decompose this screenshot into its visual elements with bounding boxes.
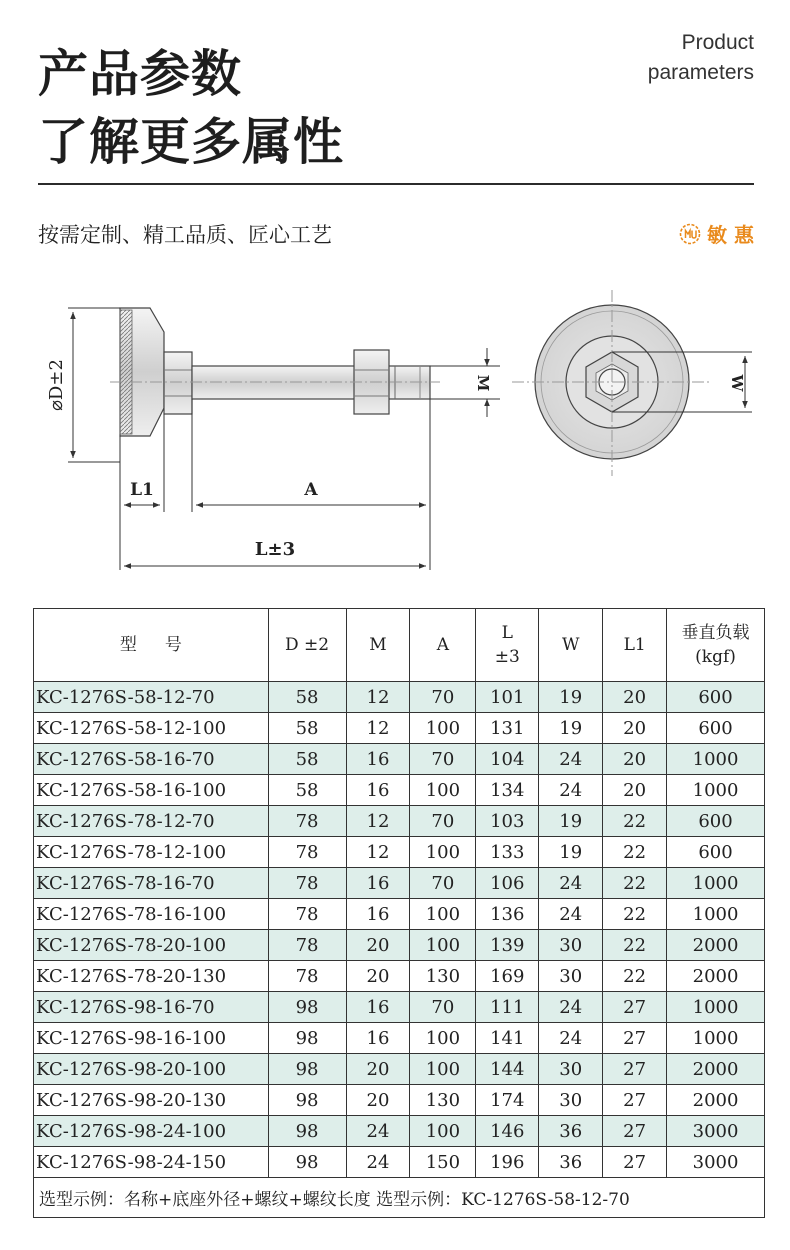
cell-a: 100 — [410, 1023, 476, 1054]
cell-d: 98 — [268, 992, 346, 1023]
slogan: 按需定制、精工品质、匠心工艺 — [38, 223, 332, 247]
label-length: L±3 — [254, 539, 296, 560]
label-l1: L1 — [130, 480, 154, 500]
cell-l1: 27 — [603, 1116, 667, 1147]
cell-model: KC-1276S-58-16-70 — [34, 744, 269, 775]
table-row — [34, 868, 765, 899]
brand — [679, 219, 754, 248]
cell-d: 58 — [268, 775, 346, 806]
cell-d: 98 — [268, 1023, 346, 1054]
cell-load: 2000 — [667, 961, 765, 992]
cell-l1: 27 — [603, 992, 667, 1023]
cell-l1: 27 — [603, 1085, 667, 1116]
table-row — [34, 806, 765, 837]
cell-a: 100 — [410, 713, 476, 744]
label-w: W — [728, 374, 746, 392]
english-title-line1: Product — [681, 31, 754, 54]
page-subtitle: 了解更多属性 — [38, 113, 344, 171]
cell-w: 30 — [539, 930, 603, 961]
cell-l1: 22 — [603, 961, 667, 992]
cell-w: 24 — [539, 744, 603, 775]
label-diameter: ⌀D±2 — [46, 359, 67, 411]
top-view — [512, 290, 712, 476]
cell-load: 1000 — [667, 868, 765, 899]
cell-model: KC-1276S-98-20-100 — [34, 1054, 269, 1085]
cell-model: KC-1276S-78-12-100 — [34, 837, 269, 868]
table-row — [34, 899, 765, 930]
cell-d: 58 — [268, 744, 346, 775]
cell-model: KC-1276S-58-16-100 — [34, 775, 269, 806]
cell-m: 16 — [346, 992, 410, 1023]
label-a: A — [304, 480, 318, 500]
cell-a: 100 — [410, 775, 476, 806]
cell-a: 70 — [410, 682, 476, 713]
cell-w: 19 — [539, 837, 603, 868]
cell-l: 134 — [476, 775, 539, 806]
cell-l: 133 — [476, 837, 539, 868]
table-row — [34, 1116, 765, 1147]
cell-a: 100 — [410, 930, 476, 961]
cell-model: KC-1276S-98-16-70 — [34, 992, 269, 1023]
header-a: A — [410, 609, 476, 682]
side-view — [110, 308, 440, 436]
cell-m: 20 — [346, 1085, 410, 1116]
cell-l: 131 — [476, 713, 539, 744]
cell-load: 3000 — [667, 1147, 765, 1178]
cell-load: 3000 — [667, 1116, 765, 1147]
cell-l: 104 — [476, 744, 539, 775]
cell-l1: 22 — [603, 930, 667, 961]
table-row — [34, 930, 765, 961]
cell-m: 12 — [346, 806, 410, 837]
cell-l: 106 — [476, 868, 539, 899]
cell-l1: 22 — [603, 868, 667, 899]
header-l: L ±3 — [476, 609, 539, 682]
table-row — [34, 1023, 765, 1054]
technical-drawing — [0, 280, 790, 580]
table-row — [34, 992, 765, 1023]
header-model: 型 号 — [34, 609, 269, 682]
table-row — [34, 713, 765, 744]
cell-a: 130 — [410, 961, 476, 992]
table-footer-row — [34, 1178, 765, 1218]
cell-load: 1000 — [667, 899, 765, 930]
cell-l: 101 — [476, 682, 539, 713]
header-divider — [38, 183, 754, 185]
cell-d: 78 — [268, 837, 346, 868]
spec-table — [33, 608, 765, 1218]
cell-a: 130 — [410, 1085, 476, 1116]
cell-load: 600 — [667, 837, 765, 868]
cell-model: KC-1276S-78-20-100 — [34, 930, 269, 961]
cell-load: 600 — [667, 806, 765, 837]
cell-a: 100 — [410, 1054, 476, 1085]
cell-d: 78 — [268, 930, 346, 961]
cell-load: 1000 — [667, 1023, 765, 1054]
cell-l1: 27 — [603, 1054, 667, 1085]
cell-d: 78 — [268, 868, 346, 899]
brand-name: 敏 惠 — [707, 223, 754, 247]
table-body — [34, 682, 765, 1178]
cell-model: KC-1276S-78-16-100 — [34, 899, 269, 930]
cell-w: 24 — [539, 1023, 603, 1054]
cell-m: 16 — [346, 775, 410, 806]
cell-m: 16 — [346, 744, 410, 775]
cell-l: 103 — [476, 806, 539, 837]
cell-a: 150 — [410, 1147, 476, 1178]
cell-d: 58 — [268, 682, 346, 713]
cell-w: 24 — [539, 868, 603, 899]
cell-load: 2000 — [667, 1085, 765, 1116]
cell-l1: 22 — [603, 806, 667, 837]
cell-w: 19 — [539, 682, 603, 713]
cell-w: 24 — [539, 899, 603, 930]
cell-w: 30 — [539, 1085, 603, 1116]
cell-m: 16 — [346, 868, 410, 899]
cell-m: 20 — [346, 961, 410, 992]
cell-load: 2000 — [667, 930, 765, 961]
cell-w: 36 — [539, 1116, 603, 1147]
cell-model: KC-1276S-98-24-100 — [34, 1116, 269, 1147]
cell-a: 70 — [410, 868, 476, 899]
cell-w: 36 — [539, 1147, 603, 1178]
cell-l: 169 — [476, 961, 539, 992]
cell-model: KC-1276S-78-16-70 — [34, 868, 269, 899]
cell-l: 196 — [476, 1147, 539, 1178]
cell-model: KC-1276S-78-20-130 — [34, 961, 269, 992]
brand-logo-icon — [679, 223, 701, 245]
table-row — [34, 682, 765, 713]
cell-a: 70 — [410, 992, 476, 1023]
label-m: M — [474, 374, 492, 392]
cell-w: 19 — [539, 806, 603, 837]
cell-l1: 20 — [603, 713, 667, 744]
cell-m: 24 — [346, 1116, 410, 1147]
cell-m: 24 — [346, 1147, 410, 1178]
cell-d: 78 — [268, 806, 346, 837]
table-row — [34, 961, 765, 992]
cell-l1: 22 — [603, 899, 667, 930]
cell-l1: 20 — [603, 775, 667, 806]
selection-example: 选型示例：名称+底座外径+螺纹+螺纹长度 选型示例：KC-1276S-58-12-70 — [34, 1178, 765, 1218]
cell-model: KC-1276S-98-16-100 — [34, 1023, 269, 1054]
cell-a: 70 — [410, 806, 476, 837]
cell-model: KC-1276S-98-20-130 — [34, 1085, 269, 1116]
page-title: 产品参数 — [38, 45, 242, 103]
english-title-line2: parameters — [647, 61, 754, 84]
cell-l: 141 — [476, 1023, 539, 1054]
cell-m: 20 — [346, 1054, 410, 1085]
header-d: D ±2 — [268, 609, 346, 682]
table-row — [34, 775, 765, 806]
cell-d: 98 — [268, 1147, 346, 1178]
cell-m: 20 — [346, 930, 410, 961]
cell-l1: 20 — [603, 682, 667, 713]
cell-l1: 27 — [603, 1147, 667, 1178]
cell-w: 24 — [539, 992, 603, 1023]
cell-d: 58 — [268, 713, 346, 744]
cell-m: 12 — [346, 837, 410, 868]
cell-a: 70 — [410, 744, 476, 775]
header-load: 垂直负载 (kgf) — [667, 609, 765, 682]
cell-d: 98 — [268, 1116, 346, 1147]
cell-w: 24 — [539, 775, 603, 806]
cell-model: KC-1276S-98-24-150 — [34, 1147, 269, 1178]
cell-d: 78 — [268, 961, 346, 992]
cell-m: 16 — [346, 1023, 410, 1054]
cell-load: 1000 — [667, 775, 765, 806]
cell-l1: 20 — [603, 744, 667, 775]
cell-a: 100 — [410, 837, 476, 868]
header-w: W — [539, 609, 603, 682]
cell-model: KC-1276S-58-12-70 — [34, 682, 269, 713]
cell-m: 12 — [346, 713, 410, 744]
cell-w: 19 — [539, 713, 603, 744]
cell-d: 78 — [268, 899, 346, 930]
table-header-row — [34, 609, 765, 682]
cell-m: 12 — [346, 682, 410, 713]
cell-l: 136 — [476, 899, 539, 930]
table-row — [34, 1085, 765, 1116]
cell-l: 111 — [476, 992, 539, 1023]
cell-d: 98 — [268, 1054, 346, 1085]
cell-load: 1000 — [667, 992, 765, 1023]
cell-a: 100 — [410, 899, 476, 930]
table-row — [34, 1147, 765, 1178]
cell-l: 144 — [476, 1054, 539, 1085]
cell-load: 600 — [667, 713, 765, 744]
header-l1: L1 — [603, 609, 667, 682]
cell-l: 146 — [476, 1116, 539, 1147]
cell-a: 100 — [410, 1116, 476, 1147]
table-row — [34, 1054, 765, 1085]
cell-d: 98 — [268, 1085, 346, 1116]
cell-model: KC-1276S-78-12-70 — [34, 806, 269, 837]
cell-l: 139 — [476, 930, 539, 961]
cell-l1: 22 — [603, 837, 667, 868]
cell-model: KC-1276S-58-12-100 — [34, 713, 269, 744]
cell-m: 16 — [346, 899, 410, 930]
cell-w: 30 — [539, 961, 603, 992]
cell-l1: 27 — [603, 1023, 667, 1054]
cell-l: 174 — [476, 1085, 539, 1116]
cell-load: 1000 — [667, 744, 765, 775]
cell-load: 600 — [667, 682, 765, 713]
table-row — [34, 744, 765, 775]
cell-load: 2000 — [667, 1054, 765, 1085]
header-m: M — [346, 609, 410, 682]
cell-w: 30 — [539, 1054, 603, 1085]
table-row — [34, 837, 765, 868]
